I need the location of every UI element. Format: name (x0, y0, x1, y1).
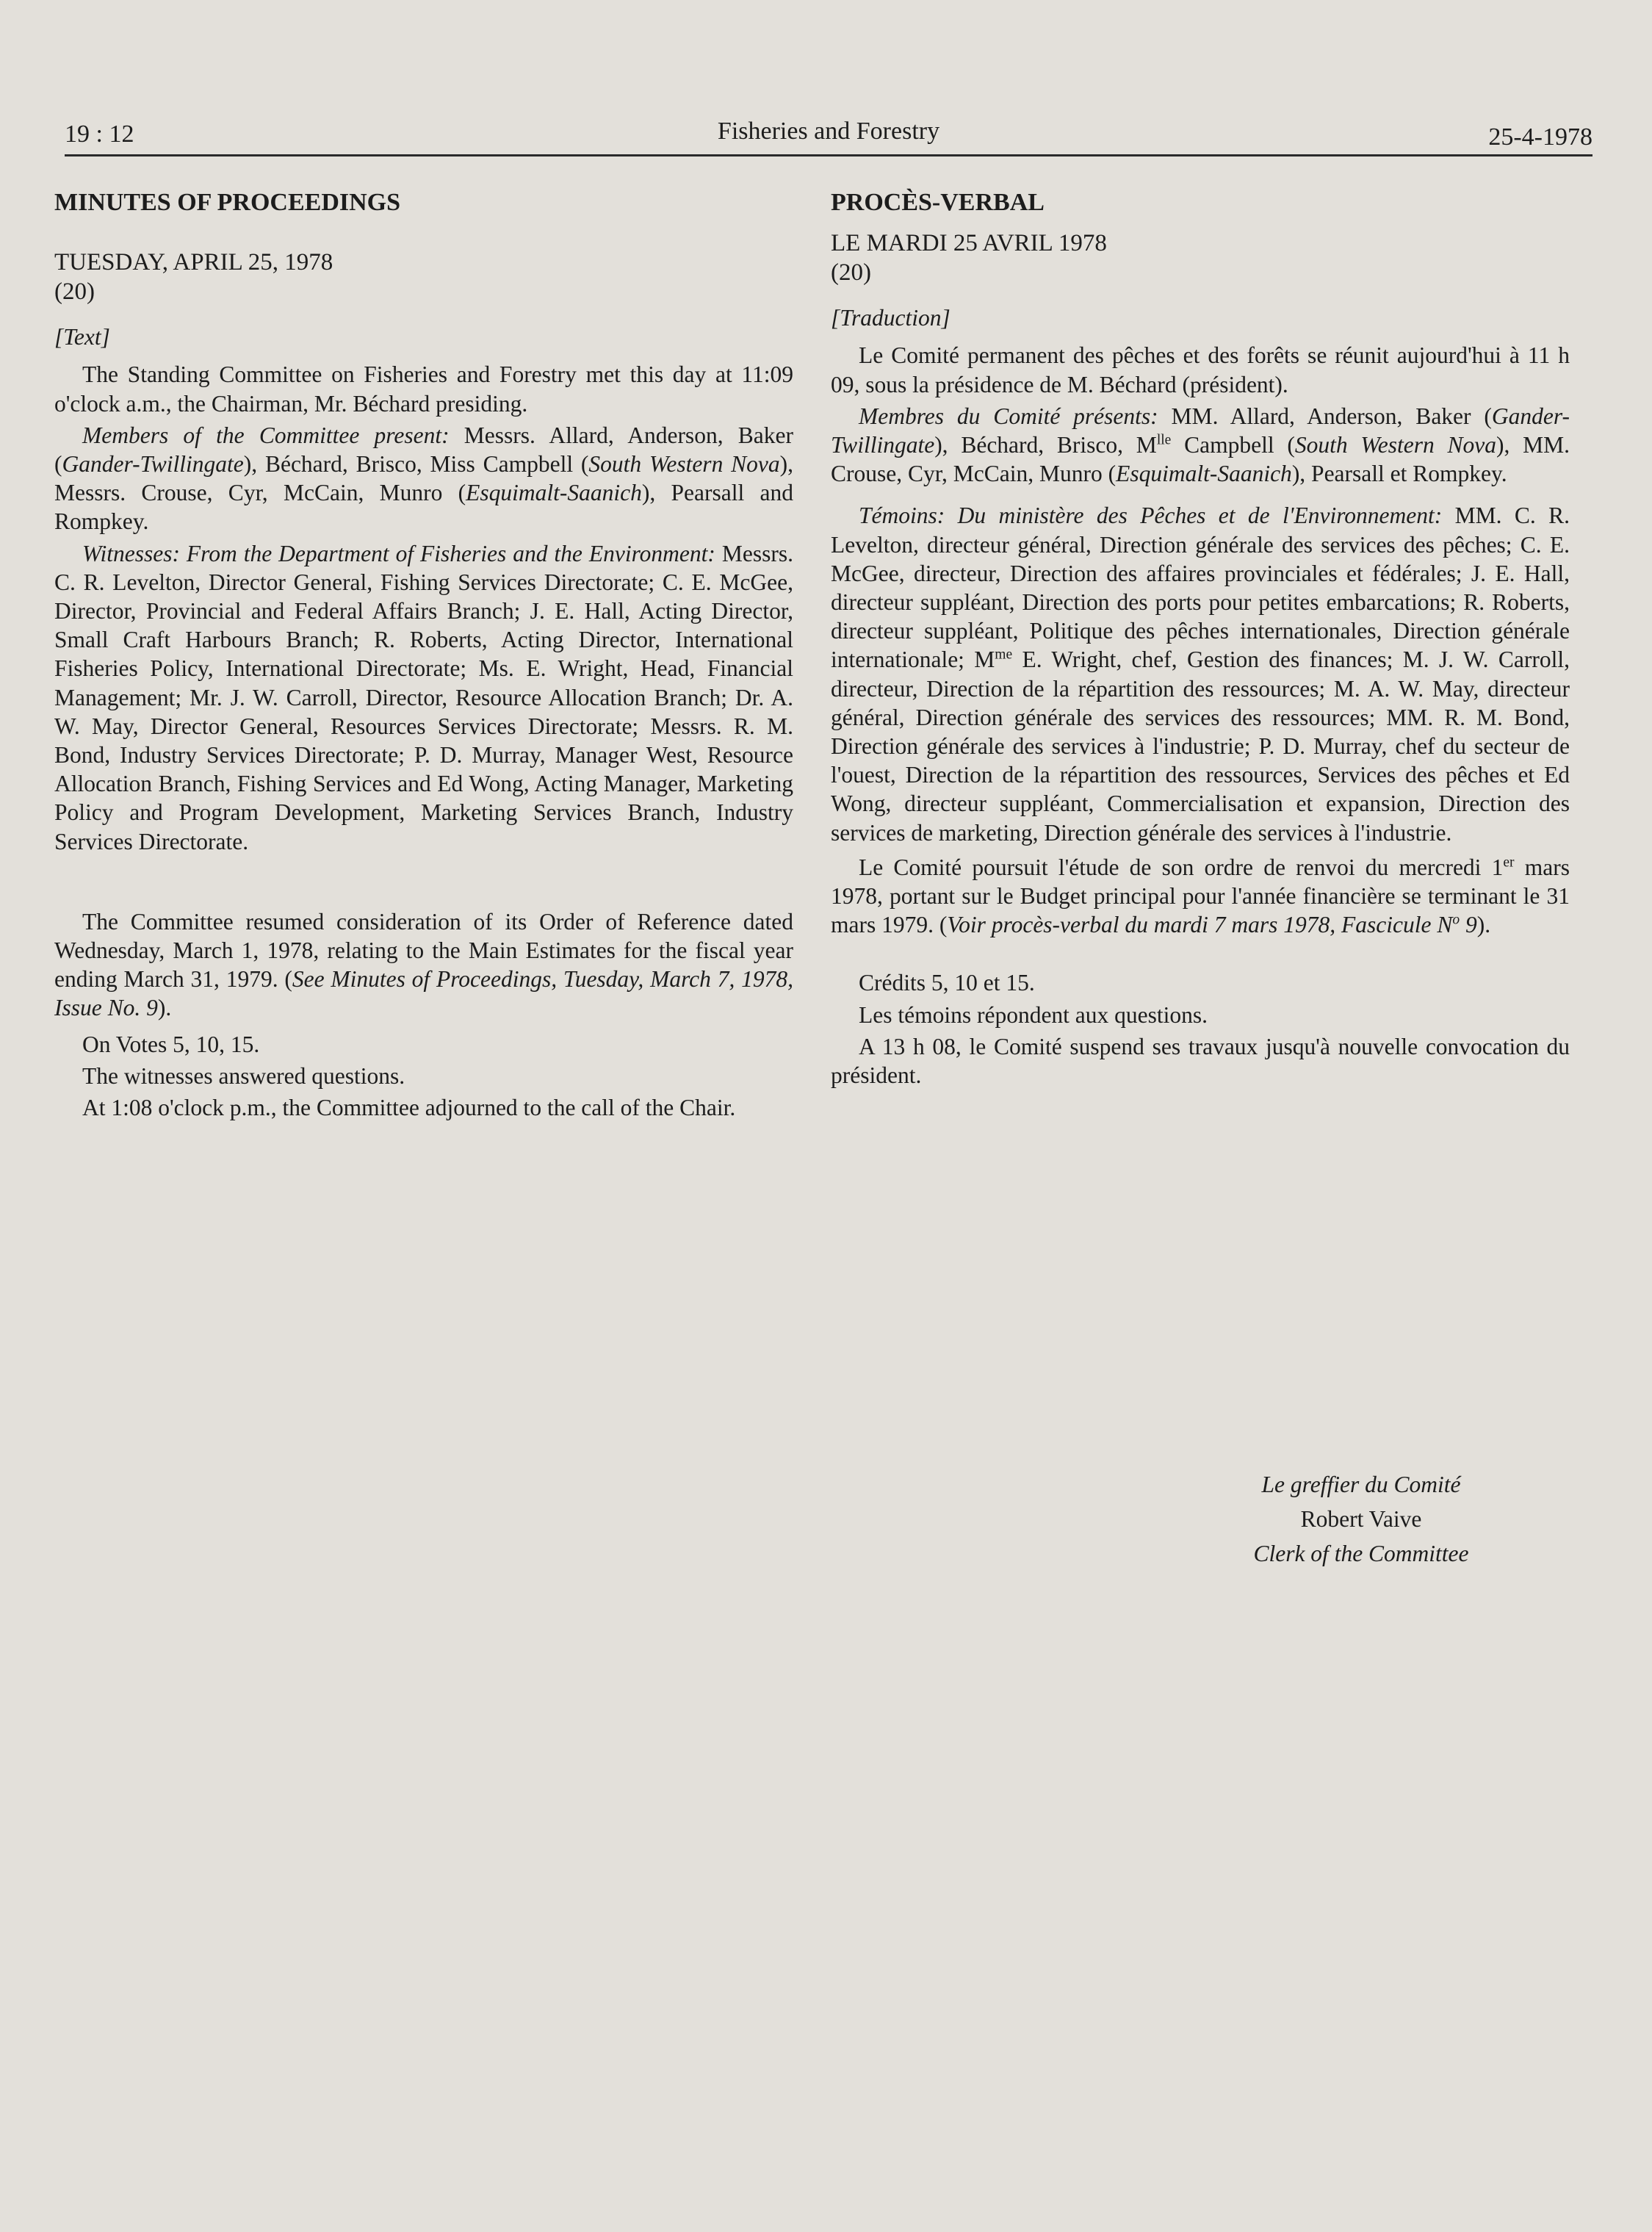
french-resumed: Le Comité poursuit l'étude de son ordre de renvoi du mercredi 1er mars 1978, portant sur le Budget principal pour l'année financière se terminant le 31 mars 1979. (Voir procès-verbal du mardi 7 mars 1978, Fascicule $N^o$ 9). (831, 854, 1570, 938)
english-members: Members of the Committee present: Messrs. Allard, Anderson, Baker (Gander-Twillingate), Béchard, Brisco, Miss Campbell (South Western Nova), Messrs. Crouse, Cyr, McCain, Munro (Esquimalt-Saanich), Pearsall and Rompkey. (54, 422, 794, 535)
clerk-name: Robert Vaive (1300, 1506, 1422, 1532)
french-tag: [Traduction] (831, 305, 951, 331)
header-date: 25-4-1978 (1488, 123, 1593, 151)
french-title: PROCÈS-VERBAL (831, 189, 1045, 216)
french-members: Membres du Comité présents: MM. Allard, Anderson, Baker (Gander-Twillingate), Béchard, Brisco, $M^{lle}$ Campbell (South Western Nova), MM. Crouse, Cyr, McCain, Munro (Esquimalt-Saanich), Pearsall et Rompkey. (831, 403, 1570, 487)
french-adjourned: A 13 h 08, le Comité suspend ses travaux jusqu'à nouvelle convocation du président. (831, 1033, 1570, 1089)
page-header (65, 110, 1593, 156)
english-witnesses: Witnesses: From the Department of Fisheries and the Environment: Messrs. C. R. Levelton, Director General, Fishing Services Directorate; C. E. McGee, Director, Provincial and Federal Affairs Branch; J. E. Hall, Acting Director, Small Craft Harbours Branch; R. Roberts, Acting Director, International Fisheries Policy, International Directorate; Ms. E. Wright, Head, Financial Management; Mr. J. W. Carroll, Director, Resource Allocation Branch; Dr. A. W. May, Director General, Resources Services Directorate; Messrs. R. M. Bond, Industry Services Directorate; P. D. Murray, Manager West, Resource Allocation Branch, Fishing Services and Ed Wong, Acting Manager, Marketing Policy and Program Development, Marketing Services Branch, Industry Services Directorate. (54, 540, 793, 854)
english-tag: [Text] (54, 324, 110, 350)
english-resumed: The Committee resumed consideration of its Order of Reference dated Wednesday, March 1, 1978, relating to the Main Estimates for the fiscal year ending March 31, 1979. (See Minutes of Proceedings, Tuesday, March 7, 1978, Issue No. 9). (54, 908, 793, 1021)
english-opening: The Standing Committee on Fisheries and Forestry met this day at 11:09 o'clock a.m., the Chairman, Mr. Béchard presiding. (54, 361, 793, 417)
french-witnesses: Témoins: Du ministère des Pêches et de l'Environnement: MM. C. R. Levelton, directeur général, Direction générale des services des pêches; C. E. McGee, directeur, Direction des affaires provinciales et fédérales; J. E. Hall, directeur suppléant, Direction des ports pour petites embarcations; R. Roberts, directeur suppléant, Politique des pêches internationales, Direction générale internationale; $M^{me}$ E. Wright, chef, Gestion des finances; M. J. W. Carroll, directeur, Direction de la répartition des ressources; M. A. W. May, directeur général, Direction générale des services des ressources; MM. R. M. Bond, Direction générale des services à l'industrie; P. D. Murray, chef du secteur de l'ouest, Direction de la répartition des ressources, Services des pêches et Ed Wong, directeur suppléant, Commercialisation et expansion, Direction des services de marketing, Direction générale des services à l'industrie. (831, 503, 1570, 846)
french-number: (20) (831, 259, 871, 287)
english-title: MINUTES OF PROCEEDINGS (54, 189, 401, 216)
english-votes: On Votes 5, 10, 15. (82, 1031, 260, 1057)
members-label: Members of the Committee present: (82, 422, 450, 448)
page-number: 19 : 12 (65, 120, 134, 148)
english-column (54, 188, 793, 1122)
english-number: (20) (54, 278, 95, 306)
french-answered: Les témoins répondent aux questions. (859, 1001, 1208, 1028)
french-votes: Crédits 5, 10 et 15. (859, 970, 1035, 996)
english-date: TUESDAY, APRIL 25, 1978 (54, 249, 333, 276)
greffier-label: Le greffier du Comité (1261, 1472, 1461, 1497)
signature-block (1141, 1469, 1581, 1569)
clerk-label: Clerk of the Committee (1253, 1541, 1469, 1566)
french-column (831, 188, 1570, 1090)
witnesses-label: Witnesses: From the Department of Fisheries and the Environment: (82, 540, 715, 566)
english-adjourned: At 1:08 o'clock p.m., the Committee adjourned to the call of the Chair. (82, 1095, 736, 1121)
english-answered: The witnesses answered questions. (82, 1062, 405, 1089)
committee-name: Fisheries and Forestry (717, 118, 940, 145)
french-date: LE MARDI 25 AVRIL 1978 (831, 230, 1107, 257)
french-opening: Le Comité permanent des pêches et des forêts se réunit aujourd'hui à 11 h 09, sous la présidence de M. Béchard (président). (831, 342, 1570, 397)
